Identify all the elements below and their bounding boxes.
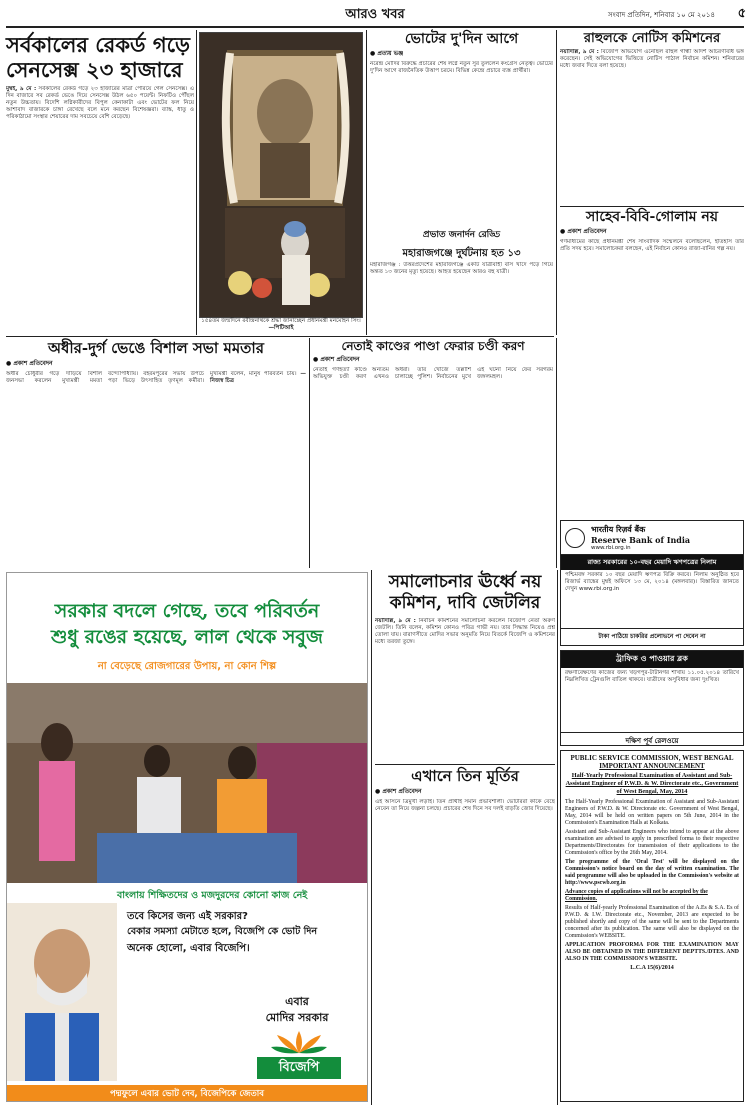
psc-para-1: The Half-Yearly Professional Examination of Assistant and Sub-Assistant Engineers of P.W.D. & W. Directorate etc. Government of West Bengal, May, 2014 will be held on written papers on 5th June, 2014 in the Commission's Examination Halls at Kolkata. xyxy=(565,799,739,826)
rabindranath-photo xyxy=(199,32,363,318)
modi-portrait-illustration xyxy=(7,903,117,1081)
col-rule-4 xyxy=(309,338,310,568)
psc-notice xyxy=(560,750,744,1102)
saheb-byline: ● প্রকাশ প্রতিবেদন xyxy=(560,228,607,236)
netaji-body: নেতাই গণহত্যা কাণ্ডে অন্যতম অভিযুক্ত চণ্ডী করণ এখনও অধরা। তাঁর খোঁজে তল্লাশি চালাচ্ছে পুলিশ। নির্বাচনের মুখে এই ঘটনা নিয়ে ফের সরগরম জঙ্গলমহল। xyxy=(313,367,553,381)
rbi-notice-title: রাজ্য সরকারের ১০-বছর মেয়াদি ঋণপত্রের নিলাম xyxy=(561,555,743,570)
murti-byline: ● প্রকাশ প্রতিবেদন xyxy=(375,787,422,795)
bjp-ad-line-2: শুধু রঙের হয়েছে, লাল থেকে সবুজ xyxy=(50,626,323,648)
rbi-hindi-name: भारतीय रिज़र्व बैंक xyxy=(591,525,646,534)
bjp-ad-top xyxy=(7,573,367,683)
jaitley-dateline: নয়াদিল্লি, ৯ মে : xyxy=(375,618,416,624)
bjp-ad-line-1: সরকার বদলে গেছে, তবে পরিবর্তন xyxy=(54,600,320,622)
bjp-ad-bottom xyxy=(7,883,367,1102)
rahul-rule xyxy=(560,206,744,207)
rahul-headline: রাহুলকে নোটিস কমিশনের xyxy=(583,31,721,46)
death-body: মহারাজগঞ্জ : উত্তরপ্রদেশের মহারাজগঞ্জে একটি যাত্রীবাহী বাস খাদে পড়ে গিয়ে অন্তত ১৩ জনের মৃত্যু হয়েছে। আহত হয়েছেন আরও বহু যাত্রী। xyxy=(370,262,553,276)
adhir-headline: অধীর-দুর্গ ভেঙে বিশাল সভা মমতার xyxy=(47,339,265,357)
bjp-ad-subline: না বেড়েছে রোজগারের উপায়, না কোন শিল্প xyxy=(97,661,277,672)
col-rule-3 xyxy=(556,30,557,335)
sensex-article xyxy=(6,32,194,332)
jaitley-body: নির্বাচন কমিশনের সমালোচনা করলেন বিজেপি নেতা অরুণ জেটলি। তিনি বলেন, কমিশন কোনও পবিত্র গাভী নয়। তার সিদ্ধান্ত নিয়েও প্রশ্ন তোলা যায়। বারাণসীতে মোদির সভার অনুমতি নিয়ে বিতর্কে বিজেপি ও কমিশনের মধ্যে তরজা তুঙ্গে। xyxy=(375,618,555,645)
bjp-ad-slogan-2: মোদির সরকার xyxy=(265,1011,329,1024)
bjp-ad-body-4: অনেক হোলো, এবার বিজেপি। xyxy=(127,943,250,954)
tribute-photo-illustration xyxy=(200,33,362,317)
col-rule-2 xyxy=(366,30,367,335)
vote-body: নরেন্দ্র মোদির বিরুদ্ধে প্রচারের শেষ লগ্নে নতুন সুর তুললেন কংগ্রেস নেতৃত্ব। ভোটের দু'দিন আগে রাজনৈতিক উত্তাপ চরমে। বিভিন্ন কেন্দ্রে প্রচারে ব্যস্ত প্রার্থীরা। xyxy=(370,61,553,75)
saheb-headline: সাহেব-বিবি-গোলাম নয় xyxy=(586,209,718,225)
saheb-body: গণমাধ্যমের কাছে প্রধানমন্ত্রী শেষ সাংবাদিক সম্মেলনে বলেছিলেন, ইতিহাস তাঁর প্রতি সদয় হবে। সমালোচকরা বলছেন, এই নির্বাচন কোনও রাজা-রানির গল্প নয়। xyxy=(560,239,744,253)
bjp-ad-scene-photo xyxy=(7,683,367,883)
rbi-logo-icon xyxy=(565,528,585,548)
netaji-headline: নেতাই কাণ্ডের পাণ্ডা ফেরার চণ্ডী করণ xyxy=(341,339,525,353)
adhir-credit: —নিজস্ব চিত্র xyxy=(210,370,306,384)
bjp-ad-body-2: তবে কিসের জন্য এই সরকার? xyxy=(127,911,248,922)
page-header xyxy=(0,0,750,26)
col-rule-7 xyxy=(557,570,558,1105)
jaitley-article xyxy=(375,572,555,762)
rahul-dateline: নয়াদিল্লি, ৯ মে : xyxy=(560,49,599,56)
adhir-article xyxy=(6,340,306,568)
psc-heading: Half-Yearly Professional Examination of Assistant and Sub-Assistant Engineer of P.W.D. & W. Directorate etc., Government of West Bengal, May, 2014 xyxy=(565,772,739,795)
header-rule xyxy=(6,26,744,28)
photo-caption xyxy=(199,318,363,334)
photo-caption-text: ১৫৪তম জন্মদিনে রবীন্দ্রনাথকে শ্রদ্ধা জানাচ্ছেন প্রধানমন্ত্রী মনমোহন সিং। xyxy=(201,318,361,324)
rbi-url: www.rbi.org.in xyxy=(591,545,631,551)
netaji-article xyxy=(313,340,553,568)
col-rule-1 xyxy=(196,30,197,335)
bjp-ad-footer: পদ্মফুলে এবার ভোট দেব, বিজেপিকে জেতাব xyxy=(7,1085,367,1102)
vote-headline: ভোটের দু'দিন আগে xyxy=(404,31,519,47)
section-label: আরও খবর xyxy=(345,7,405,22)
rbi-english-name: Reserve Bank of India xyxy=(591,535,691,545)
sensex-dateline: মুম্বই, ৯ মে : xyxy=(6,86,37,92)
lotus-icon xyxy=(269,1029,329,1055)
traffic-body: রক্ষণাবেক্ষণের কাজের জন্য খড়গপুর-টাটানগর শাখায় ১১.০৫.২০১৪ তারিখে নিম্নলিখিত ট্রেনগুলি বাতিল থাকবে। যাত্রীদের অসুবিধার জন্য দুঃখিত। xyxy=(565,670,739,683)
sensex-body: সর্বকালের রেকর্ড গড়ে ২৩ হাজারের মাত্রা পেরিয়ে গেল সেনসেক্স। এ দিন বাজারে সব রেকর্ড ভেঙে দিয়ে সেনসেক্স উঠল ৬৫০ পয়েন্ট। নিফটিও পৌঁছল নতুন উচ্চতায়। বিদেশি লগ্নিকারীদের বিপুল কেনাকাটা এবং ভোটের ফল নিয়ে আশাবাদ বাজারকে চাঙ্গা রেখেছে বলে মনে করছেন বিশেষজ্ঞরা। ব্যাঙ্ক, ধাতু ও পরিকাঠামো সংস্থার শেয়ারের দাম সবচেয়ে বেশি বেড়েছে। xyxy=(6,86,194,120)
psc-para-5: Results of Half-yearly Professional Examination of the A.Es & S.A. Es of P.W.D. & I.W. Directorate etc., November, 2013 are expected to be published shortly and copy of the same will be sent to the Departments concerned after its publication. The same will also be displayed on the Commission's WEBSITE. xyxy=(565,905,739,939)
mid-rule xyxy=(6,336,554,337)
rahul-body: বিজেপি অভিযোগ এনেছিল রাহুল গান্ধী আদর্শ আচরণবিধি ভঙ্গ করেছেন। সেই অভিযোগের ভিত্তিতে নোটিস পাঠাল নির্বাচন কমিশন। শনিবারের মধ্যে জবাব দিতে বলা হয়েছে। xyxy=(560,49,744,70)
murti-headline: এখানে তিন মূর্তির xyxy=(411,767,519,785)
modi-portrait xyxy=(7,903,117,1081)
vote-author: প্রভাত জনার্দন রেড্ডি xyxy=(422,230,501,241)
bjp-advertisement xyxy=(6,572,368,1102)
traffic-notice xyxy=(560,650,744,746)
col-rule-5 xyxy=(556,338,557,568)
rbi-warning: টাকা পাঠিয়ে চাকরির প্রলোভনে পা দেবেন না xyxy=(561,628,743,644)
psc-title: PUBLIC SERVICE COMMISSION, WEST BENGAL xyxy=(570,754,734,762)
bjp-ad-body-3: বেকার সমস্যা মেটাতে হলে, বিজেপি কে ভোট দিন xyxy=(127,926,317,937)
bjp-party-name: বিজেপি xyxy=(257,1057,341,1079)
murti-body: এই আসনে ত্রিমুখী লড়াই। তিন প্রার্থীই সমান প্রভাবশালী। ভোটাররা কাকে বেছে নেবেন তা নিয়ে জল্পনা চলছে। প্রচারের শেষ দিনে সব দলই বাড়তি জোর দিয়েছে। xyxy=(375,798,555,812)
jaitley-headline: সমালোচনার ঊর্ধ্বে নয় কমিশন, দাবি জেটলির xyxy=(388,572,542,613)
adhir-byline: ● প্রকাশ প্রতিবেদন xyxy=(6,359,53,367)
bjp-ad-slogan-1: এবার xyxy=(285,995,309,1008)
sensex-headline: সর্বকালের রেকর্ড গড়ে সেনসেক্স ২৩ হাজারে xyxy=(6,32,191,82)
saheb-article xyxy=(560,210,744,335)
rbi-notice-body: পশ্চিমবঙ্গ সরকার ১০ বছর মেয়াদি ঋণপত্র বিক্রি করবে। নিলাম অনুষ্ঠিত হবে রিজার্ভ ব্যাঙ্কের মুম্বই অফিসে ১৩ মে, ২০১৪ (মঙ্গলবার)। বিস্তারিত জানতে দেখুন www.rbi.org.in xyxy=(565,572,739,592)
psc-subtitle: IMPORTANT ANNOUNCEMENT xyxy=(599,762,705,770)
dateline: সংবাদ প্রতিদিন, শনিবার ১০ মে ২০১৪ xyxy=(607,11,715,19)
netaji-byline: ● প্রকাশ প্রতিবেদন xyxy=(313,356,360,364)
photo-credit: —পিটিআই xyxy=(268,325,294,331)
psc-para-2: Assistant and Sub-Assistant Engineers who intend to appear at the above examination are advised to apply in prescribed forma to their respective Departments/Directorates for transmission of their applications to the Commission's office by the 26th May, 2014. xyxy=(565,829,739,856)
psc-ref: L.C.A 15(6)/2014 xyxy=(630,965,674,971)
rbi-notice xyxy=(560,520,744,646)
psc-para-4: Advance copies of applications will not be accepted by the Commission. xyxy=(565,889,708,902)
psc-para-6: APPLICATION PROFORMA FOR THE EXAMINATION MAY ALSO BE OBTAINED IN THE DIFFERENT DEPTTS./DTES. AND ALSO IN THE COMMISSION'S WEBSITE. xyxy=(565,942,739,962)
page-number: ৫ xyxy=(737,6,746,21)
death-headline: মহারাজগঞ্জে দুর্ঘটনায় হত ১৩ xyxy=(402,248,521,260)
adhir-body: অধীর চৌধুরীর গড়ে দাঁড়িয়ে বিশাল জনসভা করলেন মুখ্যমন্ত্রী মমতা বন্দ্যোপাধ্যায়। বহরমপুরের সভায় উপচে পড়া ভিড়ে উৎসাহিত তৃণমূল কর্মীরা। মুখ্যমন্ত্রী বলেন, মানুষ পরিবর্তন চায়। xyxy=(6,370,297,384)
psc-para-3: The programme of the 'Oral Test' will be displayed on the Commission's notice board on the day of written examination. The said programme will also be uploaded in the Commission's website at http://www.pscwb.org.in xyxy=(565,859,739,886)
jaitley-rule xyxy=(375,764,555,765)
traffic-title: ট্রাফিক ও পাওয়ার ব্লক xyxy=(561,651,743,668)
traffic-footer: দক্ষিণ পূর্ব রেলওয়ে xyxy=(561,732,743,749)
vote-article xyxy=(370,32,553,332)
scene-illustration xyxy=(7,683,367,883)
vote-byline: ● প্রত্যয় ভঞ্জ xyxy=(370,50,404,58)
murti-article xyxy=(375,768,555,1102)
bjp-ad-body-1: বাংলায় শিক্ষিতদের ও মজদুরদের কোনো কাজ নেই xyxy=(117,890,308,901)
rahul-article xyxy=(560,32,744,207)
col-rule-6 xyxy=(371,570,372,1105)
